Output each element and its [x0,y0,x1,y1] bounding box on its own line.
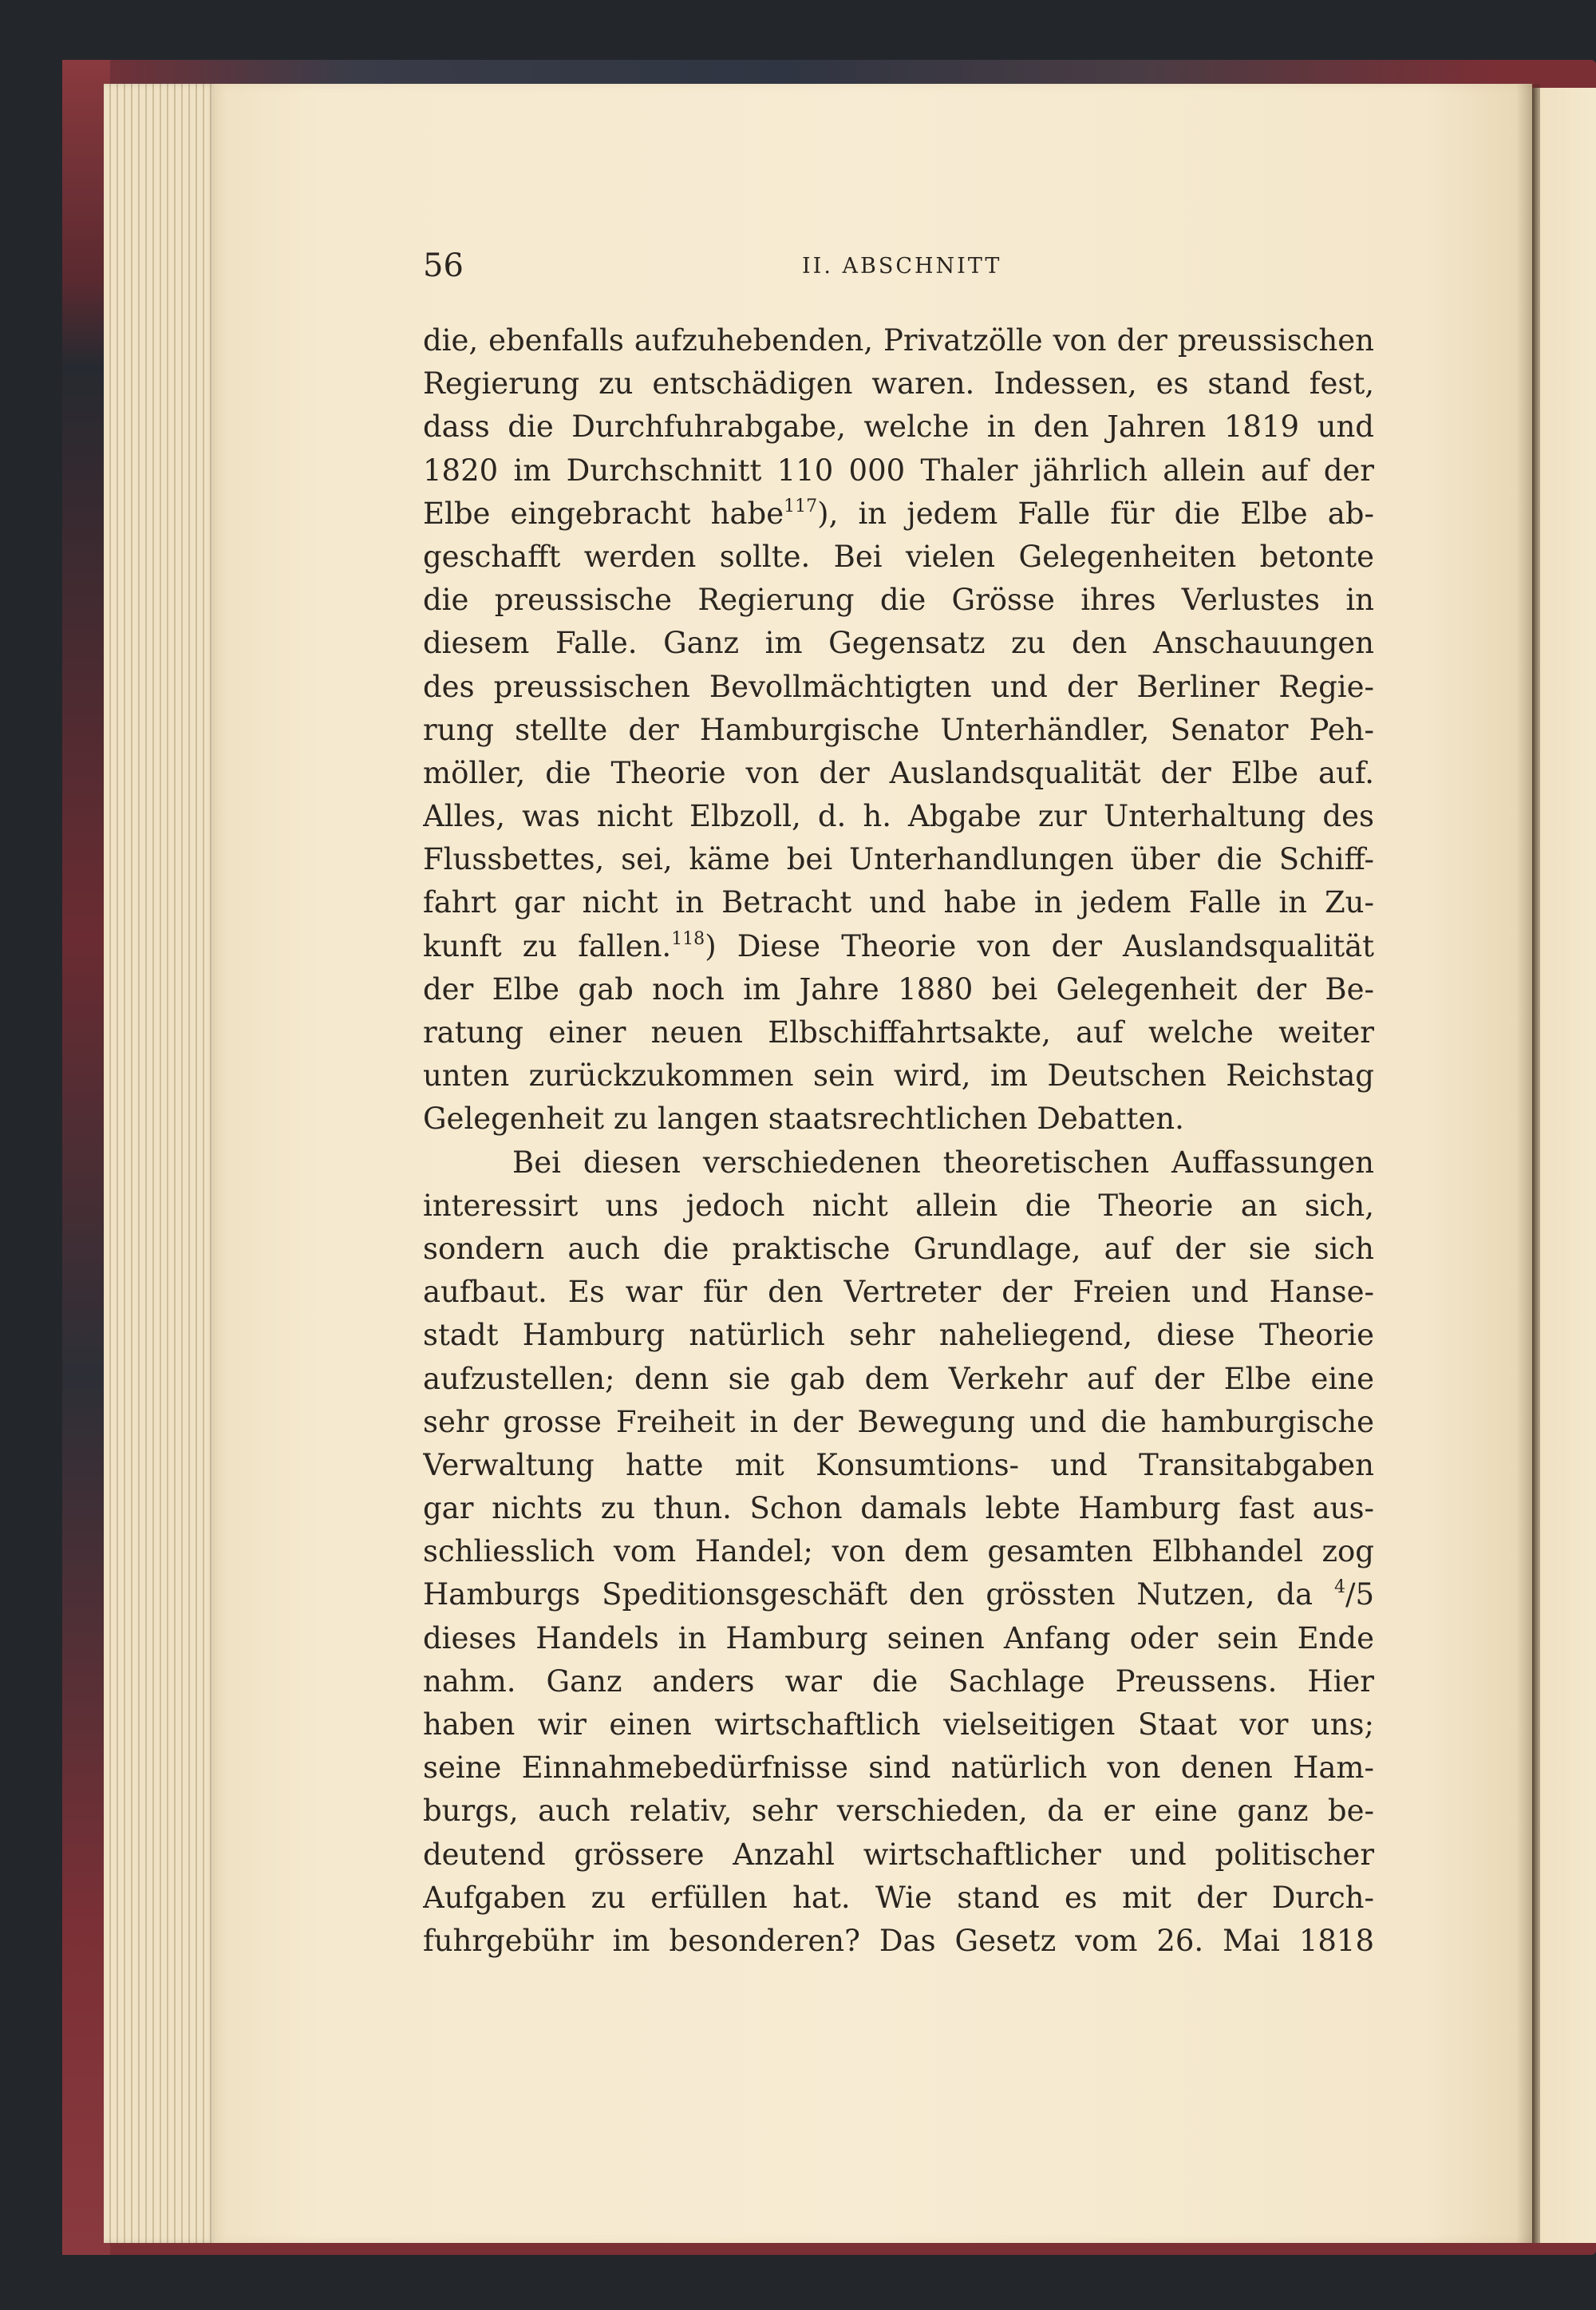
text-line [423,925,1374,968]
running-head: II. ABSCHNITT [802,254,1002,279]
text-line: des preussischen Bevollmächtigten und der Berliner Regie- [423,669,1374,704]
text-line: Aufgaben zu erfüllen hat. Wie stand es mit der Durch- [423,1880,1374,1915]
text-line: fuhrgebühr im besonderen? Das Gesetz vom 26. Mai 1818 [423,1923,1374,1958]
footnote-marker: 118 [671,928,705,949]
text-line: fahrt gar nicht in Betracht und habe in jedem Falle in Zu- [423,885,1374,920]
text-fragment: Elbe eingebracht habe [423,496,784,531]
text-fragment: ) Diese Theorie von der Auslandsqualität [705,928,1374,963]
fraction-numerator: 4 [1333,1577,1345,1598]
text-line: schliesslich vom Handel; von dem gesamten Elbhandel zog [423,1534,1374,1569]
text-line: Alles, was nicht Elbzoll, d. h. Abgabe zur Unterhaltung des [423,799,1374,834]
text-line: stadt Hamburg natürlich sehr naheliegend, diese Theorie [423,1318,1374,1353]
fraction-denominator: /5 [1345,1577,1374,1612]
text-line: nahm. Ganz anders war die Sachlage Preussens. Hier [423,1663,1374,1699]
text-line: deutend grössere Anzahl wirtschaftlicher und politischer [423,1837,1374,1872]
text-line: der Elbe gab noch im Jahre 1880 bei Gelegenheit der Be- [423,971,1374,1007]
cover-top-edge [62,60,1499,84]
text-line: Regierung zu entschädigen waren. Indessen, es stand fest, [423,366,1374,401]
page-header [423,246,1374,286]
text-line: dieses Handels in Hamburg seinen Anfang oder sein Ende [423,1620,1374,1655]
text-line: sondern auch die praktische Grundlage, auf der sie sich [423,1231,1374,1266]
text-line: dass die Durchfuhrabgabe, welche in den Jahren 1819 und [423,409,1374,445]
text-fragment: kunft zu fallen. [423,928,672,963]
text-line: sehr grosse Freiheit in der Bewegung und die hamburgische [423,1404,1374,1439]
page-stack-edges [104,84,215,2243]
text-line: aufzustellen; denn sie gab dem Verkehr auf der Elbe eine [423,1361,1374,1396]
cover-spine-edge [62,60,110,2255]
text-line: diesem Falle. Ganz im Gegensatz zu den Anschauungen [423,626,1374,661]
text-line: unten zurückzukommen sein wird, im Deutschen Reichstag [423,1058,1374,1094]
text-line: burgs, auch relativ, sehr verschieden, da er eine ganz be- [423,1794,1374,1829]
gutter-shadow [1516,84,1540,2243]
text-line: rung stellte der Hamburgische Unterhändler, Senator Peh- [423,712,1374,747]
facing-page-edge [1532,88,1596,2243]
page-number: 56 [423,247,464,284]
text-line: Flussbettes, sei, käme bei Unterhandlungen über die Schiff- [423,842,1374,877]
text-line: geschafft werden sollte. Bei vielen Gelegenheiten betonte [423,539,1374,574]
text-line: Gelegenheit zu langen staatsrechtlichen Debatten. [423,1102,1184,1137]
text-line: die, ebenfalls aufzuhebenden, Privatzölle von der preussischen [423,323,1374,358]
body-text [423,319,1374,1963]
text-line: gar nichts zu thun. Schon damals lebte Hamburg fast aus- [423,1491,1374,1526]
footnote-marker: 117 [784,496,818,516]
text-line [423,492,1374,536]
text-line: möller, die Theorie von der Auslandsqualität der Elbe auf. [423,755,1374,790]
text-line: interessirt uns jedoch nicht allein die Theorie an sich, [423,1188,1374,1223]
text-line: die preussische Regierung die Grösse ihres Verlustes in [423,583,1374,618]
text-line: Verwaltung hatte mit Konsumtions- und Transitabgaben [423,1447,1374,1482]
text-line: Bei diesen verschiedenen theoretischen Auffassungen [512,1145,1374,1180]
text-line [423,1573,1374,1616]
text-line: aufbaut. Es war für den Vertreter der Freien und Hanse- [423,1275,1374,1310]
text-line: ratung einer neuen Elbschiffahrtsakte, auf welche weiter [423,1015,1374,1050]
text-line: 1820 im Durchschnitt 110 000 Thaler jährlich allein auf der [423,453,1374,488]
text-line: haben wir einen wirtschaftlich vielseitigen Staat vor uns; [423,1707,1374,1742]
text-fragment: Hamburgs Speditionsgeschäft den grössten Nutzen, da [423,1577,1314,1612]
text-fragment: ), in jedem Falle für die Elbe ab- [817,496,1374,531]
text-line: seine Einnahmebedürfnisse sind natürlich von denen Ham- [423,1750,1374,1786]
